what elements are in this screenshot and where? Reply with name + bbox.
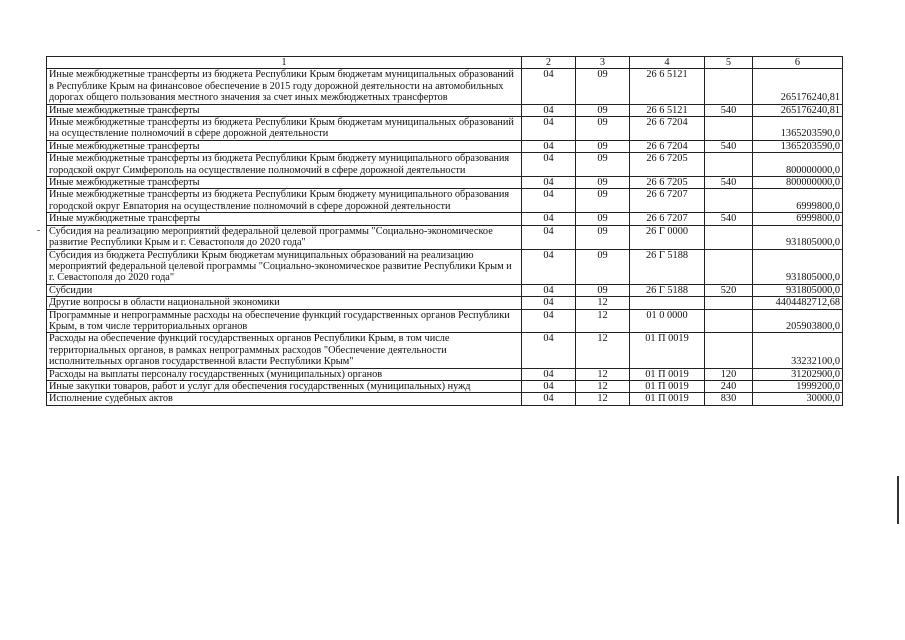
row-subsection-cell: 09 xyxy=(576,213,630,225)
row-amount-cell: 6999800,0 xyxy=(753,213,843,225)
row-section-cell: 04 xyxy=(522,177,576,189)
header-col-6: 6 xyxy=(753,57,843,69)
row-target-article-cell: 26 Г 0000 xyxy=(630,225,705,249)
row-target-article-cell: 26 6 7204 xyxy=(630,117,705,141)
row-subsection-cell: 09 xyxy=(576,177,630,189)
row-amount-cell: 931805000,0 xyxy=(753,249,843,284)
table-row xyxy=(47,225,843,249)
table-row xyxy=(47,177,843,189)
row-expense-type-cell xyxy=(705,69,753,104)
header-col-2: 2 xyxy=(522,57,576,69)
row-expense-type-cell xyxy=(705,297,753,309)
row-target-article-cell: 26 6 7207 xyxy=(630,189,705,213)
row-name-cell: Другие вопросы в области национальной экономики xyxy=(47,297,522,309)
table-row xyxy=(47,380,843,392)
row-subsection-cell: 12 xyxy=(576,309,630,333)
row-section-cell: 04 xyxy=(522,225,576,249)
row-target-article-cell: 26 6 7205 xyxy=(630,153,705,177)
row-target-article-cell: 26 6 5121 xyxy=(630,104,705,116)
header-col-3: 3 xyxy=(576,57,630,69)
row-expense-type-cell xyxy=(705,189,753,213)
row-target-article-cell: 01 П 0019 xyxy=(630,380,705,392)
row-target-article-cell: 01 П 0019 xyxy=(630,393,705,405)
row-subsection-cell: 09 xyxy=(576,284,630,296)
row-expense-type-cell: 540 xyxy=(705,104,753,116)
row-subsection-cell: 09 xyxy=(576,153,630,177)
row-amount-cell: 265176240,81 xyxy=(753,104,843,116)
row-name-cell: Субсидия на реализацию мероприятий федеральной целевой программы "Социально-экономическое развитие Республики Крым и г. Севастополя до 2020 года" xyxy=(47,225,522,249)
table-row xyxy=(47,284,843,296)
row-name-cell: Иные межбюджетные трансферты xyxy=(47,140,522,152)
row-subsection-cell: 12 xyxy=(576,393,630,405)
row-subsection-cell: 09 xyxy=(576,140,630,152)
row-section-cell: 04 xyxy=(522,380,576,392)
row-name-cell: Исполнение судебных актов xyxy=(47,393,522,405)
row-amount-cell: 265176240,81 xyxy=(753,69,843,104)
table-row xyxy=(47,393,843,405)
row-amount-cell: 800000000,0 xyxy=(753,177,843,189)
header-col-4: 4 xyxy=(630,57,705,69)
row-target-article-cell: 26 6 7204 xyxy=(630,140,705,152)
row-subsection-cell: 09 xyxy=(576,249,630,284)
table-row xyxy=(47,140,843,152)
row-expense-type-cell: 830 xyxy=(705,393,753,405)
row-target-article-cell: 26 6 7207 xyxy=(630,213,705,225)
row-subsection-cell: 12 xyxy=(576,380,630,392)
row-amount-cell: 6999800,0 xyxy=(753,189,843,213)
table-row xyxy=(47,249,843,284)
row-target-article-cell: 01 0 0000 xyxy=(630,309,705,333)
table-row xyxy=(47,333,843,368)
table-row xyxy=(47,117,843,141)
table-row xyxy=(47,153,843,177)
row-name-cell: Иные межбюджетные трансферты из бюджета Республики Крым бюджету муниципального образования городской округ Симферополь на осуществление полномочий в сфере дорожной деятельности xyxy=(47,153,522,177)
budget-table-page xyxy=(46,56,842,406)
row-amount-cell: 931805000,0 xyxy=(753,225,843,249)
row-target-article-cell: 26 Г 5188 xyxy=(630,284,705,296)
row-section-cell: 04 xyxy=(522,213,576,225)
row-expense-type-cell xyxy=(705,309,753,333)
row-target-article-cell: 26 6 5121 xyxy=(630,69,705,104)
row-section-cell: 04 xyxy=(522,368,576,380)
row-name-cell: Иные закупки товаров, работ и услуг для обеспечения государственных (муниципальных) нужд xyxy=(47,380,522,392)
budget-table xyxy=(46,56,843,406)
row-target-article-cell: 01 П 0019 xyxy=(630,333,705,368)
row-amount-cell: 1999200,0 xyxy=(753,380,843,392)
row-section-cell: 04 xyxy=(522,393,576,405)
row-section-cell: 04 xyxy=(522,249,576,284)
row-name-cell: Расходы на обеспечение функций государственных органов Республики Крым, в том числе территориальных органов, в рамках непрограммных расходов "Обеспечение деятельности исполнительных органов государственной власти Республики Крым" xyxy=(47,333,522,368)
table-row xyxy=(47,309,843,333)
row-section-cell: 04 xyxy=(522,69,576,104)
row-subsection-cell: 09 xyxy=(576,104,630,116)
row-subsection-cell: 09 xyxy=(576,69,630,104)
row-expense-type-cell: 520 xyxy=(705,284,753,296)
row-amount-cell: 31202900,0 xyxy=(753,368,843,380)
table-row xyxy=(47,69,843,104)
row-expense-type-cell xyxy=(705,153,753,177)
row-name-cell: Расходы на выплаты персоналу государственных (муниципальных) органов xyxy=(47,368,522,380)
header-col-1: 1 xyxy=(47,57,522,69)
row-name-cell: Иные межбюджетные трансферты из бюджета Республики Крым бюджету муниципального образования городской округ Евпатория на осуществление полномочий в сфере дорожной деятельности xyxy=(47,189,522,213)
row-name-cell: Иные межбюджетные трансферты из бюджета Республики Крым бюджетам муниципальных образований в Республике Крым на финансовое обеспечение в 2015 году дорожной деятельности на автомобильных дорогах общего пользования местного значения за счет иных межбюджетных трансфертов xyxy=(47,69,522,104)
table-row xyxy=(47,297,843,309)
row-subsection-cell: 12 xyxy=(576,333,630,368)
header-col-5: 5 xyxy=(705,57,753,69)
row-name-cell: Иные межбюджетные трансферты из бюджета Республики Крым бюджетам муниципальных образований на осуществление полномочий в сфере дорожной деятельности xyxy=(47,117,522,141)
row-subsection-cell: 09 xyxy=(576,117,630,141)
table-row xyxy=(47,213,843,225)
row-section-cell: 04 xyxy=(522,189,576,213)
row-expense-type-cell xyxy=(705,333,753,368)
row-expense-type-cell xyxy=(705,117,753,141)
row-amount-cell: 30000,0 xyxy=(753,393,843,405)
row-expense-type-cell: 540 xyxy=(705,177,753,189)
row-amount-cell: 931805000,0 xyxy=(753,284,843,296)
row-name-cell: Иные межбюджетные трансферты xyxy=(47,104,522,116)
row-section-cell: 04 xyxy=(522,333,576,368)
row-amount-cell: 205903800,0 xyxy=(753,309,843,333)
row-subsection-cell: 09 xyxy=(576,225,630,249)
row-target-article-cell: 26 6 7205 xyxy=(630,177,705,189)
row-section-cell: 04 xyxy=(522,297,576,309)
row-subsection-cell: 09 xyxy=(576,189,630,213)
row-section-cell: 04 xyxy=(522,104,576,116)
row-name-cell: Иные мужбюджетные трансферты xyxy=(47,213,522,225)
row-expense-type-cell: 540 xyxy=(705,140,753,152)
table-row xyxy=(47,104,843,116)
row-expense-type-cell: 240 xyxy=(705,380,753,392)
row-expense-type-cell: 540 xyxy=(705,213,753,225)
row-target-article-cell xyxy=(630,297,705,309)
row-amount-cell: 4404482712,68 xyxy=(753,297,843,309)
row-section-cell: 04 xyxy=(522,309,576,333)
row-name-cell: Иные межбюджетные трансферты xyxy=(47,177,522,189)
row-expense-type-cell xyxy=(705,225,753,249)
scan-margin-line xyxy=(897,476,899,524)
row-subsection-cell: 12 xyxy=(576,297,630,309)
table-row xyxy=(47,368,843,380)
row-amount-cell: 1365203590,0 xyxy=(753,140,843,152)
row-name-cell: Субсидии xyxy=(47,284,522,296)
row-amount-cell: 33232100,0 xyxy=(753,333,843,368)
row-subsection-cell: 12 xyxy=(576,368,630,380)
row-name-cell: Программные и непрограммные расходы на обеспечение функций государственных органов Республики Крым, в том числе территориальных органов xyxy=(47,309,522,333)
row-amount-cell: 1365203590,0 xyxy=(753,117,843,141)
row-target-article-cell: 01 П 0019 xyxy=(630,368,705,380)
row-section-cell: 04 xyxy=(522,140,576,152)
row-expense-type-cell: 120 xyxy=(705,368,753,380)
row-expense-type-cell xyxy=(705,249,753,284)
header-row xyxy=(47,57,843,69)
row-section-cell: 04 xyxy=(522,153,576,177)
table-row xyxy=(47,189,843,213)
row-name-cell: Субсидия из бюджета Республики Крым бюджетам муниципальных образований на реализацию мероприятий федеральной целевой программы "Социально-экономическое развитие Республики Крым и г. Севастополя до 2020 года" xyxy=(47,249,522,284)
scan-artifact-dot xyxy=(37,230,40,231)
row-section-cell: 04 xyxy=(522,117,576,141)
row-target-article-cell: 26 Г 5188 xyxy=(630,249,705,284)
row-amount-cell: 800000000,0 xyxy=(753,153,843,177)
row-section-cell: 04 xyxy=(522,284,576,296)
